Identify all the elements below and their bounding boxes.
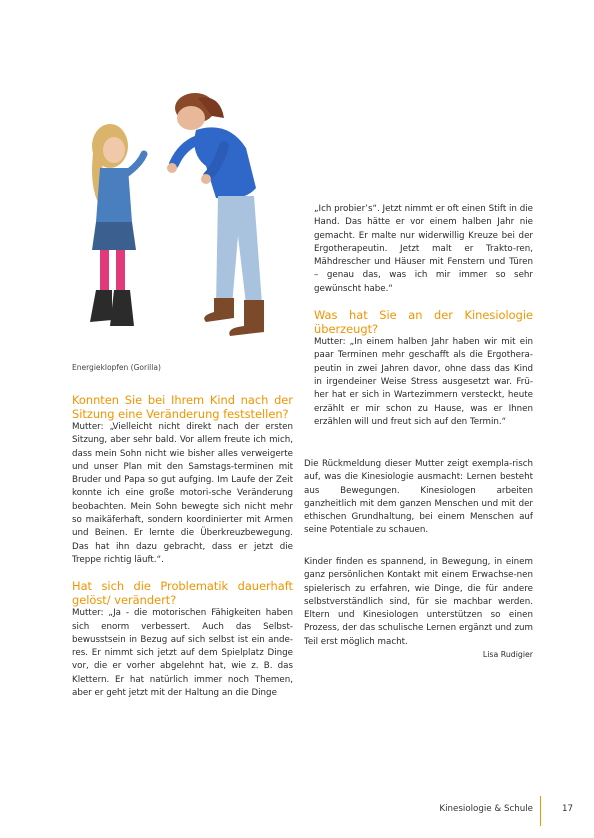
photo-mother-child-gorilla [48, 36, 298, 356]
paragraph-children: Kinder finden es spannend, in Bewegung, in einem ganz persönlichen Kontakt mit einem Erwachse-nen spielerisch zu erfahren, wie Dinge, die für andere selbstverständlich sind, für sie machbar werden. Eltern und Kinesiologen unterstützen so einen Prozess, der das schulische Lernen ergänzt und zum Teil erst möglich macht. [304, 557, 533, 647]
photo-caption: Energieklopfen (Gorilla) [72, 363, 161, 372]
quote-continuation: „Ich probier’s“. Jetzt nimmt er oft einen Stift in die Hand. Das hätte er vor einem halben Jahr nie gemacht. Er malte nur widerwillig Kreuze bei der Ergotherapeutin. Jetzt malt er Trakto-ren, Mähdrescher und Häuser mit Fenstern und Türen – genau das, was ich mir immer so sehr gewünscht habe.“ [314, 204, 533, 294]
girl-figure [90, 124, 144, 326]
author-signature: Lisa Rudigier [482, 650, 533, 659]
left-column [72, 394, 293, 700]
heading-convinced: Was hat Sie an der Kinesiologie überzeugt? [314, 308, 533, 336]
right-column-children [304, 556, 533, 649]
woman-figure [167, 93, 264, 336]
footer-section-title: Kinesiologie & Schule [439, 804, 533, 814]
answer-problem-solved: Mutter: „Ja - die motorischen Fähigkeiten haben sich enorm verbessert. Auch das Selbst-bewusstsein in Bezug auf sich selbst ist ein ande-res. Er nimmt sich jetzt auf dem Spielplatz Dinge vor, die er vorher abgelehnt hat, wie z. B. das Klettern. Er hat natürlich immer noch Themen, aber er geht jetzt mit der Haltung an die Dinge [72, 608, 293, 699]
footer-divider [540, 796, 541, 826]
heading-change-after-session: Konnten Sie bei Ihrem Kind nach der Sitzung eine Veränderung feststellen? [72, 393, 293, 421]
page-number: 17 [562, 804, 574, 814]
answer-change-after-session: Mutter: „Vielleicht nicht direkt nach der ersten Sitzung, aber sehr bald. Vor allem freute ich mich, dass mein Sohn nicht wie bisher alles verweigerte und unser Plan mit den Samstags-terminen mit Bruder und Papa so gut aufging. Im Laufe der Zeit konnte ich eine große motori-sche Veränderung beobachten. Mein Sohn bewegte sich nicht mehr so maikäferhaft, sondern koordinierter mit Armen und Beinen. Er lernte die Überkreuzbewegung. Das hat ihn dazu gebracht, dass er jetzt die Treppe richtig läuft.“. [72, 422, 293, 565]
heading-problem-solved: Hat sich die Problematik dauerhaft gelöst/ verändert? [72, 579, 293, 607]
answer-convinced: Mutter: „In einem halben Jahr haben wir mit ein paar Terminen mehr geschafft als die Ergothera-peutin in zwei Jahren davor, ohne dass das Kind in irgendeiner Weise Stress ausgesetzt war. Frü-her hat er sich in Wartezimmern versteckt, heute erzählt er mir schon zu Hause, was er Ihnen erzählen will und freut sich auf den Termin.“ [314, 337, 533, 427]
right-column-top [314, 203, 533, 429]
paragraph-feedback: Die Rückmeldung dieser Mutter zeigt exempla-risch auf, was die Kinesiologie ausmacht: Lernen besteht aus Bewegungen. Kinesiologen arbeiten ganzheitlich mit dem ganzen Menschen und mit der ethischen Grundhaltung, bei einem Menschen auf seine Potentiale zu schauen. [304, 459, 533, 536]
right-column-conclusion [304, 458, 533, 538]
